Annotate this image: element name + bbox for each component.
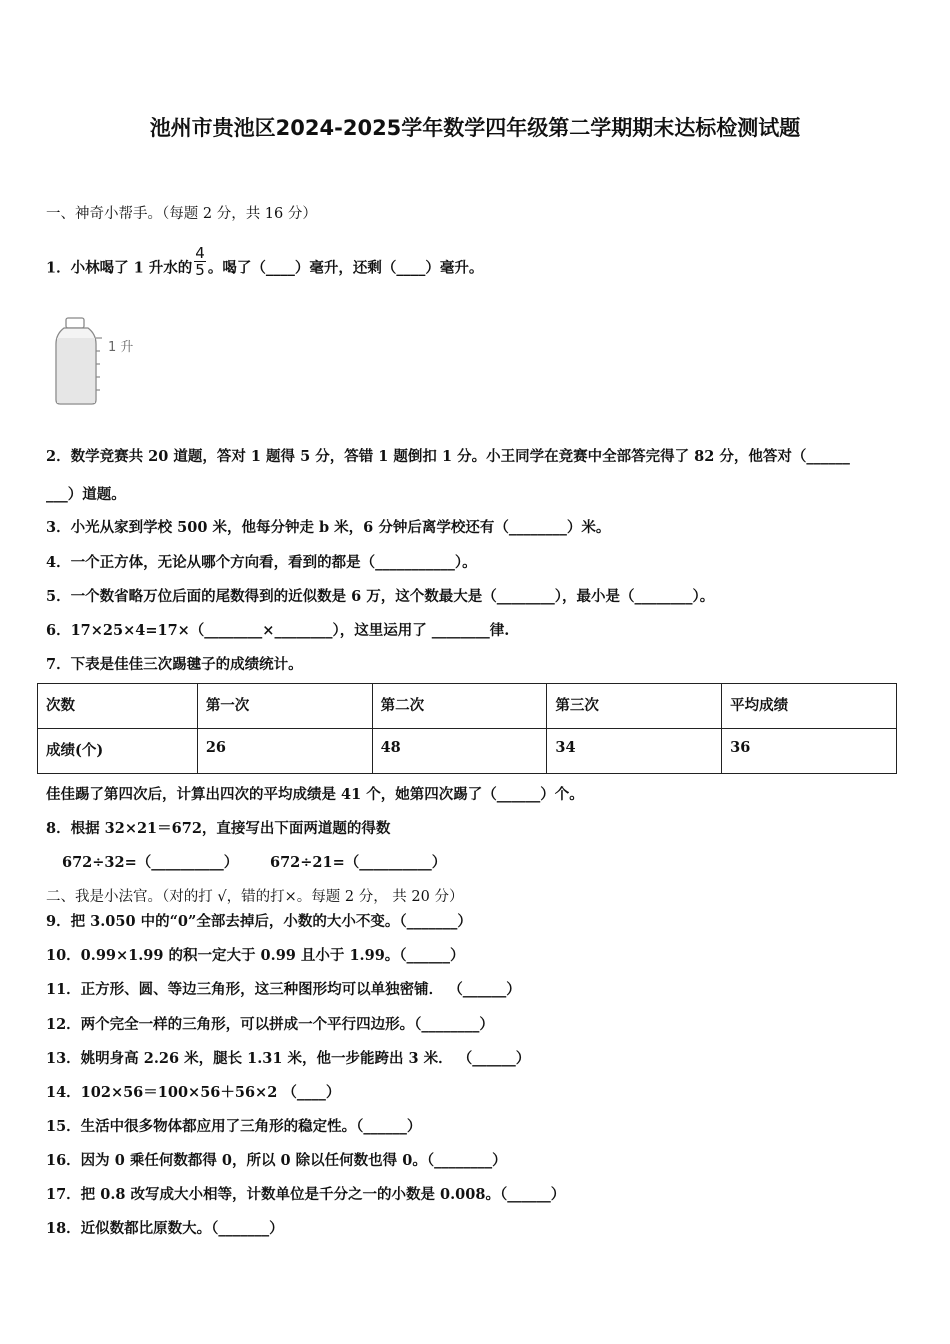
question-9: 9．把 3.050 中的“0”全部去掉后，小数的大小不变。（_______） [46,913,472,930]
table-header-row [38,684,897,729]
table-header-cell: 第三次 [547,684,722,729]
table-header-cell: 第一次 [197,684,372,729]
question-7-followup: 佳佳踢了第四次后，计算出四次的平均成绩是 41 个，她第四次踢了（______）个。 [46,786,584,803]
question-1-prefix: 1．小林喝了 1 升水的 [46,259,193,277]
bottle-label: 1 升 [108,340,134,355]
table-header-cell: 次数 [38,684,198,729]
question-12: 12．两个完全一样的三角形，可以拼成一个平行四边形。（________） [46,1016,494,1033]
section-2-heading: 二、我是小法官。（对的打 √，错的打×。每题 2 分， 共 20 分） [46,889,464,905]
question-3: 3．小光从家到学校 500 米，他每分钟走 b 米，6 分钟后离学校还有（________）米。 [46,519,611,536]
question-13: 13．姚明身高 2.26 米，腿长 1.31 米，他一步能跨出 3 米． （______） [46,1050,531,1067]
scores-table [37,683,897,774]
fraction [194,245,206,278]
question-1 [46,244,484,285]
table-cell: 26 [197,729,372,774]
question-8: 8．根据 32×21＝672，直接写出下面两道题的得数 [46,820,391,837]
table-cell: 48 [372,729,547,774]
question-10: 10．0.99×1.99 的积一定大于 0.99 且小于 1.99。（______） [46,947,465,964]
question-8-sub-1: 672÷32=（__________） [62,854,239,871]
water-bottle-figure [52,316,152,408]
question-6: 6．17×25×4=17×（________×________），这里运用了 ________律. [46,622,510,639]
question-16: 16．因为 0 乘任何数都得 0，所以 0 除以任何数也得 0。（________） [46,1152,507,1169]
fraction-numerator: 4 [195,244,205,262]
question-15: 15．生活中很多物体都应用了三角形的稳定性。（______） [46,1118,422,1135]
question-2-line-2: ___）道题。 [46,486,126,503]
question-17: 17．把 0.8 改写成大小相等，计数单位是千分之一的小数是 0.008。（______） [46,1186,566,1203]
table-cell: 成绩(个) [38,729,198,774]
question-1-suffix: 。喝了（____）毫升，还剩（____）毫升。 [207,259,484,277]
question-11: 11．正方形、圆、等边三角形，这三种图形均可以单独密铺． （______） [46,981,521,998]
page-title: 池州市贵池区2024-2025学年数学四年级第二学期期末达标检测试题 [149,116,801,140]
question-18: 18．近似数都比原数大。（_______） [46,1220,284,1237]
question-8-sub-2: 672÷21=（__________） [270,854,447,871]
question-7: 7．下表是佳佳三次踢毽子的成绩统计。 [46,656,303,673]
bottle-cap [66,318,84,328]
table-row [38,729,897,774]
table-cell: 34 [547,729,722,774]
bottle-water [57,338,95,403]
section-1-heading: 一、神奇小帮手。（每题 2 分，共 16 分） [46,206,317,222]
question-4: 4．一个正方体，无论从哪个方向看，看到的都是（___________）。 [46,554,477,571]
table-cell: 36 [722,729,897,774]
table-header-cell: 第二次 [372,684,547,729]
question-2-line-1: 2．数学竞赛共 20 道题，答对 1 题得 5 分，答错 1 题倒扣 1 分。小王同学在竞赛中全部答完得了 82 分，他答对（______ [46,448,850,465]
fraction-denominator: 5 [195,261,205,279]
question-14: 14．102×56＝100×56＋56×2 （____） [46,1084,341,1101]
question-5: 5．一个数省略万位后面的尾数得到的近似数是 6 万，这个数最大是（________），最小是（________）。 [46,588,715,605]
table-header-cell: 平均成绩 [722,684,897,729]
